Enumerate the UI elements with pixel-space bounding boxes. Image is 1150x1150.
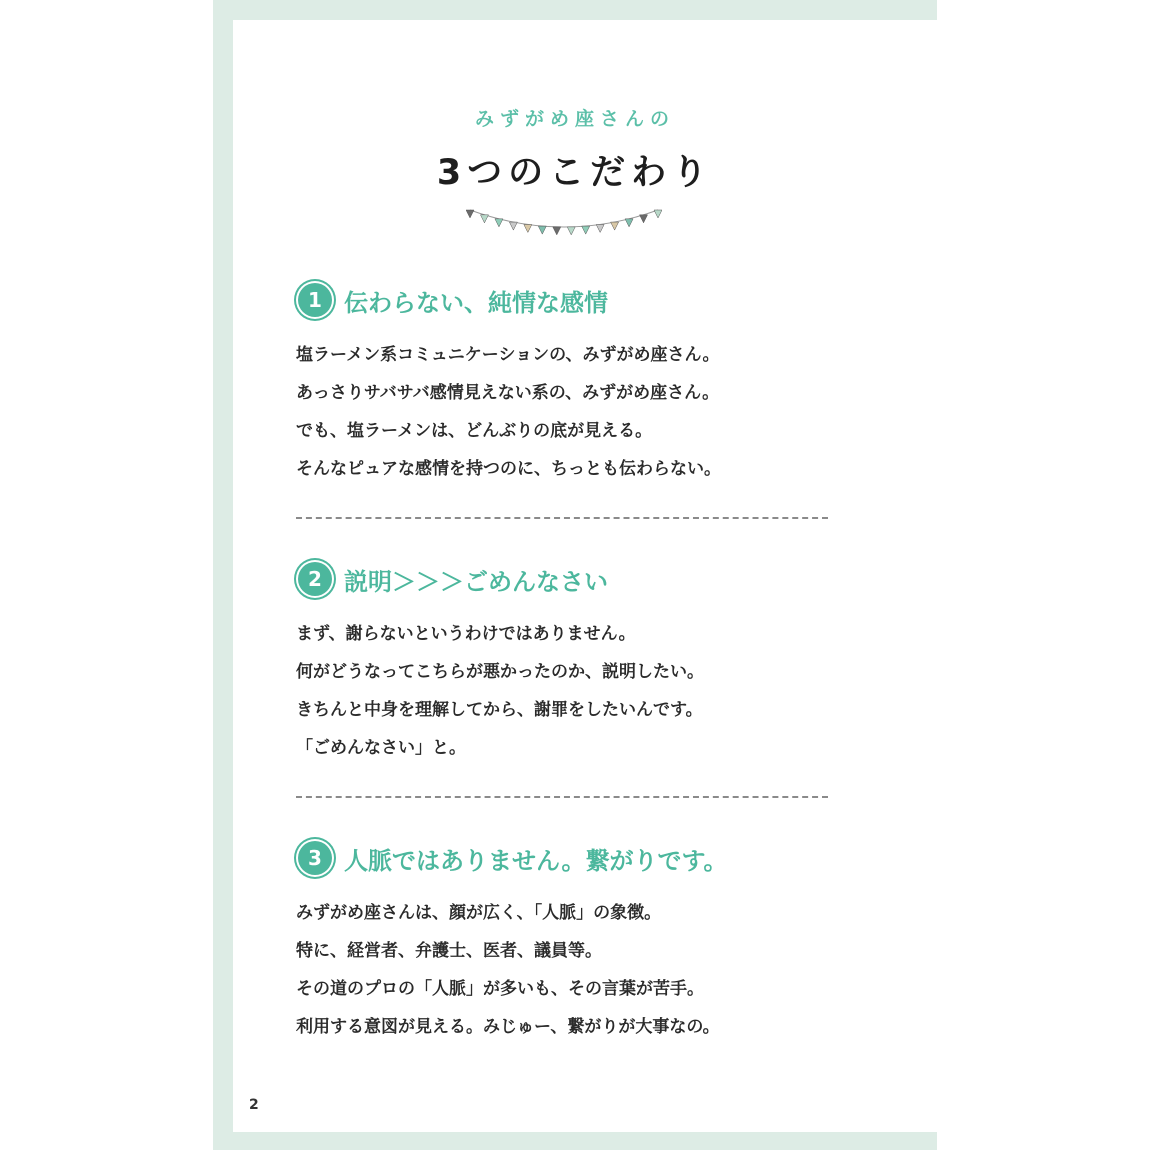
pennant-flag	[524, 224, 532, 232]
pennant-flag	[480, 215, 488, 223]
pennant-flag	[640, 215, 648, 223]
section-1-body	[296, 336, 721, 488]
pennant-flag	[495, 219, 503, 227]
section-1-line-3: でも、塩ラーメンは、どんぶりの底が見える。	[296, 421, 653, 441]
section-1-line-1: 塩ラーメン系コミュニケーションの、みずがめ座さん。	[296, 345, 720, 365]
page-subtitle: みずがめ座さんの	[474, 108, 675, 130]
section-2-line-3: きちんと中身を理解してから、謝罪をしたいんです。	[296, 700, 703, 720]
section-3-line-3: その道のプロの「人脈」が多いも、その言葉が苦手。	[296, 979, 704, 999]
pennant-flag	[582, 226, 590, 234]
section-1-line-2: あっさりサバサバ感情見えない系の、みずがめ座さん。	[296, 383, 720, 403]
pennant-flag	[625, 219, 633, 227]
pennant-flag	[596, 224, 604, 232]
pennant-flag	[509, 222, 517, 230]
section-3-line-1: みずがめ座さんは、顔が広く、「人脈」の象徴。	[296, 903, 662, 923]
page-number: 2	[249, 1097, 259, 1113]
section-divider	[296, 796, 828, 798]
section-3-body	[296, 894, 720, 1046]
pennant-flag	[538, 226, 546, 234]
section-divider	[296, 517, 828, 519]
pennant-flag	[466, 210, 474, 218]
section-1-heading	[296, 280, 608, 320]
section-2-body	[296, 615, 704, 767]
section-3-line-2: 特に、経営者、弁護士、医者、議員等。	[296, 941, 602, 961]
section-1-line-4: そんなピュアな感情を持つのに、ちっとも伝わらない。	[296, 459, 721, 479]
section-3-title: 人脈ではありません。繋がりです。	[344, 846, 728, 875]
section-2-line-4: 「ごめんなさい」と。	[296, 738, 466, 758]
pennant-flag	[611, 222, 619, 230]
section-2-number-badge: 2	[298, 562, 332, 596]
section-3-number-badge: 3	[298, 841, 332, 875]
section-3-heading	[296, 838, 728, 878]
pennant-flag	[553, 227, 561, 235]
pennant-flag	[567, 227, 575, 235]
section-2-line-2: 何がどうなってこちらが悪かったのか、説明したい。	[296, 662, 704, 682]
section-2-title: 説明＞＞＞ごめんなさい	[344, 567, 608, 596]
section-2-heading	[296, 559, 608, 599]
section-3-line-4: 利用する意図が見える。みじゅー、繋がりが大事なの。	[296, 1017, 720, 1037]
pennant-flag	[654, 210, 662, 218]
section-1-title: 伝わらない、純情な感情	[344, 288, 608, 317]
section-1-number-badge: 1	[298, 283, 332, 317]
page-title: 3つのこだわり	[436, 153, 714, 193]
section-2-line-1: まず、謝らないというわけではありません。	[296, 624, 636, 644]
pennant-garland-decoration	[466, 200, 662, 244]
